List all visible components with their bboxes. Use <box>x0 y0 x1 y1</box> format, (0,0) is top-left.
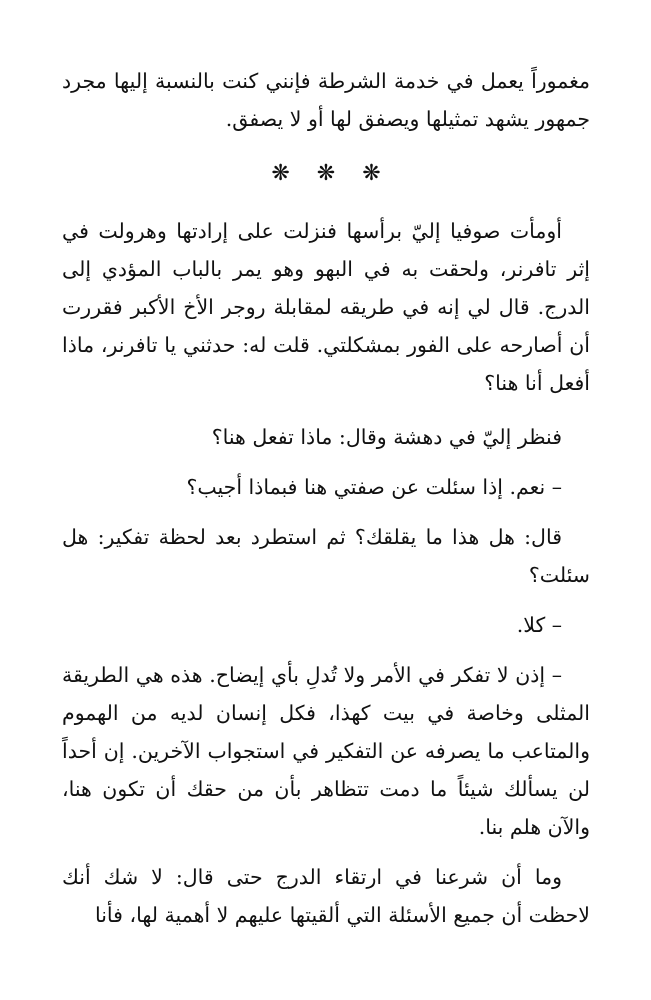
paragraph-stairs: وما أن شرعنا في ارتقاء الدرج حتى قال: لا شك أنك لاحظت أن جميع الأسئلة التي ألقيتها عليهم لا أهمية لها، فأنا <box>62 865 590 927</box>
paragraph-continuation: مغموراً يعمل في خدمة الشرطة فإنني كنت بالنسبة إليها مجرد جمهور يشهد تمثيلها ويصفق لها أو لا يصفق. <box>62 69 590 131</box>
book-page <box>62 62 590 934</box>
dialogue-line-yes: – نعم. إذا سئلت عن صفتي هنا فبماذا أجيب؟ <box>186 475 562 499</box>
asterism-icon: ❋ <box>316 161 336 186</box>
asterism-icon: ❋ <box>362 161 381 186</box>
paragraph-sophia-nod: أومأت صوفيا إليّ برأسها فنزلت على إرادتها وهرولت في إثر تافرنر، ولحقت به في البهو وهو يمر بالباب المؤدي إلى الدرج. قال لي إنه في طريقه لمقابلة روجر الأخ الأكبر فقررت أن أصارحه على الفور بمشكلتي. قلت له: حدثني يا تافرنر، ماذا أفعل أنا هنا؟ <box>62 219 590 395</box>
dialogue-line-no: – كلا. <box>516 613 562 637</box>
asterism-icon: ❋ <box>271 161 290 186</box>
section-separator <box>62 160 590 188</box>
paragraph-surprise: فنظر إليّ في دهشة وقال: ماذا تفعل هنا؟ <box>211 425 562 449</box>
paragraph-advice: – إذن لا تفكر في الأمر ولا تُدلِ بأي إيضاح. هذه هي الطريقة المثلى وخاصة في بيت كهذا، فكل إنسان لديه من الهموم والمتاعب ما يصرفه عن التفكير في استجواب الآخرين. إن أحداً لن يسألك شيئاً ما دمت تتظاهر بأن من حقك أن تكون هنا، والآن هلم بنا. <box>62 663 590 839</box>
paragraph-worry: قال: هل هذا ما يقلقك؟ ثم استطرد بعد لحظة تفكير: هل سئلت؟ <box>62 525 590 587</box>
